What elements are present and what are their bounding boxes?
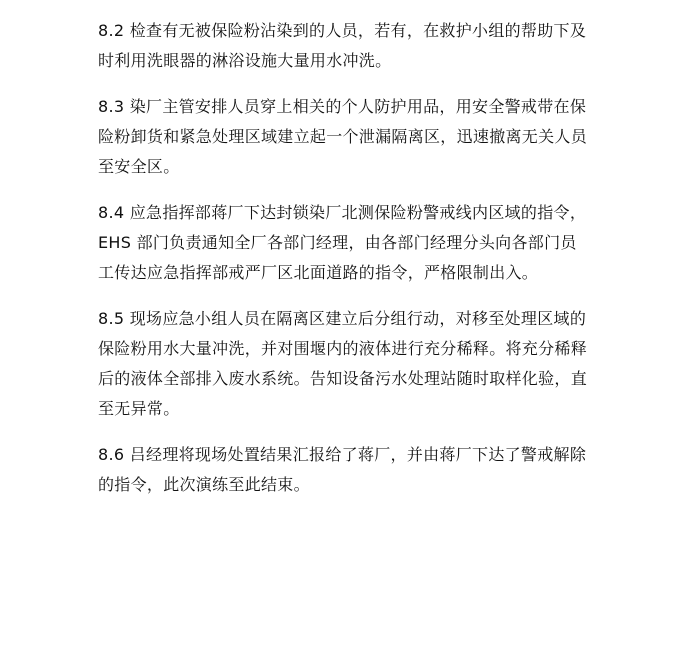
paragraph-line: 8.4 应急指挥部蒋厂下达封锁染厂北测保险粉警戒线内区域的指令， — [98, 203, 587, 222]
paragraph-line: 的指令，此次演练至此结束。 — [98, 475, 310, 494]
paragraph-8-6 — [98, 440, 608, 500]
paragraph-line: 至安全区。 — [98, 157, 180, 176]
paragraph-8-4 — [98, 198, 608, 288]
paragraph-line: 工传达应急指挥部戒严厂区北面道路的指令，严格限制出入。 — [98, 263, 539, 282]
document-page — [98, 16, 608, 500]
paragraph-line: 险粉卸货和紧急处理区域建立起一个泄漏隔离区，迅速撤离无关人员 — [98, 127, 588, 146]
paragraph-line: 至无异常。 — [98, 399, 180, 418]
paragraph-line: 8.5 现场应急小组人员在隔离区建立后分组行动，对移至处理区域的 — [98, 309, 587, 328]
paragraph-line: 时利用洗眼器的淋浴设施大量用水冲洗。 — [98, 51, 392, 70]
paragraph-line: 8.3 染厂主管安排人员穿上相关的个人防护用品，用安全警戒带在保 — [98, 97, 587, 116]
paragraph-line: 后的液体全部排入废水系统。告知设备污水处理站随时取样化验，直 — [98, 369, 588, 388]
paragraph-line: 8.6 吕经理将现场处置结果汇报给了蒋厂，并由蒋厂下达了警戒解除 — [98, 445, 587, 464]
paragraph-line: 保险粉用水大量冲洗，并对围堰内的液体进行充分稀释。将充分稀释 — [98, 339, 588, 358]
paragraph-line: EHS 部门负责通知全厂各部门经理，由各部门经理分头向各部门员 — [98, 233, 577, 252]
paragraph-8-5 — [98, 304, 608, 424]
paragraph-8-3 — [98, 92, 608, 182]
paragraph-line: 8.2 检查有无被保险粉沾染到的人员，若有，在救护小组的帮助下及 — [98, 21, 587, 40]
paragraph-8-2 — [98, 16, 608, 76]
